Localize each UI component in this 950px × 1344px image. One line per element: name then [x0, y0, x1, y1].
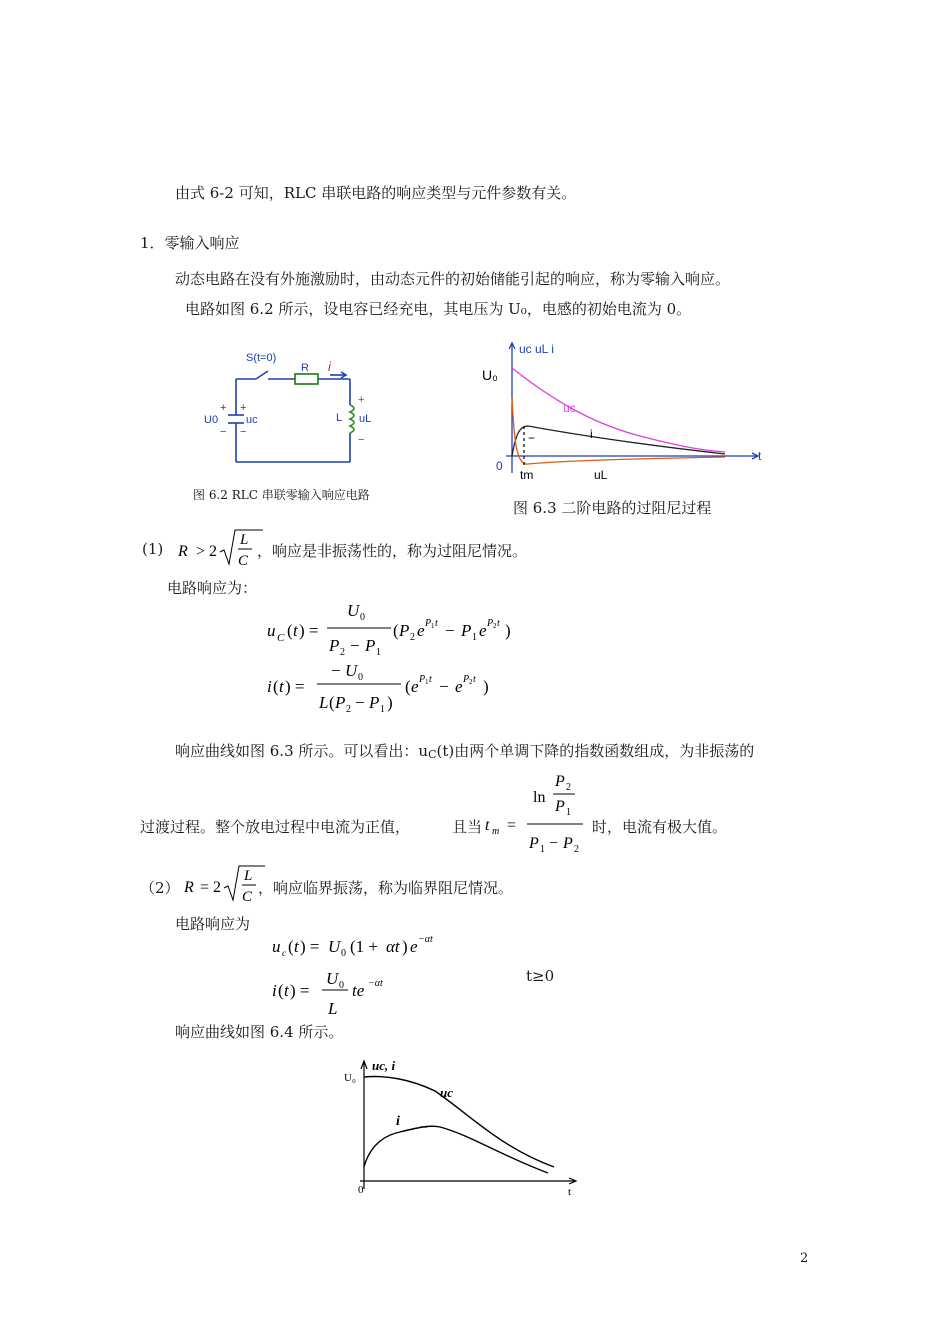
svg-text:P: P	[329, 636, 340, 655]
svg-text:1: 1	[425, 678, 429, 686]
svg-text:e: e	[411, 677, 419, 696]
case1-number: (1)	[142, 540, 164, 558]
svg-text:m: m	[492, 826, 500, 837]
case2-condition	[182, 862, 268, 908]
svg-text:0: 0	[341, 948, 346, 959]
svg-text:e: e	[479, 621, 487, 640]
svg-text:P: P	[563, 835, 573, 852]
t-axis-label: t	[758, 449, 762, 463]
svg-text:R: R	[178, 543, 188, 560]
switch-label: S(t=0)	[246, 352, 277, 364]
case1-condition	[176, 526, 266, 572]
svg-text:L: L	[244, 868, 253, 884]
svg-text:(: (	[278, 981, 284, 1000]
resistor-symbol	[295, 374, 318, 384]
svg-text:1: 1	[472, 632, 477, 643]
svg-text:L: L	[319, 693, 329, 712]
svg-text:P: P	[529, 835, 539, 852]
svg-text:R: R	[184, 879, 194, 896]
svg-text:0: 0	[360, 612, 365, 623]
svg-text:(: (	[288, 937, 294, 956]
ul-curve-label: uL	[594, 468, 608, 482]
response-label-2: 电路响应为	[175, 915, 251, 933]
svg-text:c: c	[282, 948, 286, 958]
svg-text:) =: ) =	[290, 981, 310, 1000]
intro-text: 由式 6-2 可知，RLC 串联电路的响应类型与元件参数有关。	[175, 184, 577, 202]
circuit-figure	[200, 345, 380, 470]
svg-text:) =: ) =	[300, 937, 320, 956]
svg-text:αt: αt	[386, 937, 400, 956]
svg-text:P: P	[335, 693, 346, 712]
fig63-caption: 图 6.3 二阶电路的过阻尼过程	[513, 499, 712, 517]
svg-text:−αt: −αt	[368, 978, 383, 989]
svg-text:L: L	[240, 532, 249, 548]
t-axis-label: t	[568, 1186, 572, 1198]
svg-text:t: t	[473, 674, 476, 685]
time-condition: t≥0	[526, 967, 555, 985]
transition-text-b: 且当	[452, 818, 483, 836]
section-title: 1．零输入响应	[140, 234, 240, 252]
svg-text:t: t	[435, 618, 438, 629]
current-label: i	[328, 359, 331, 374]
overdamped-equations	[265, 596, 525, 722]
svg-text:t: t	[284, 981, 289, 1000]
case1-text: ，响应是非振荡性的，称为过阻尼情况。	[257, 542, 528, 560]
case2-text: ，响应临界振荡，称为临界阻尼情况。	[258, 879, 514, 897]
svg-text:(: (	[287, 621, 293, 640]
critical-equations	[270, 928, 470, 1024]
fig62-caption: 图 6.2 RLC 串联零输入响应电路	[193, 488, 370, 502]
response-label: 电路响应为：	[167, 579, 258, 597]
uc-curve	[364, 1077, 554, 1167]
svg-text:e: e	[417, 621, 425, 640]
svg-text:L: L	[328, 999, 338, 1018]
transition-text-c: 时，电流有极大值。	[592, 818, 728, 836]
i-curve-label: i	[396, 1114, 400, 1129]
minus-sign: −	[358, 434, 365, 446]
svg-text:) =: ) =	[299, 621, 319, 640]
svg-text:ln: ln	[533, 789, 546, 806]
svg-text:(1 +: (1 +	[350, 937, 378, 956]
minus-sign: −	[240, 426, 247, 438]
minus-mark: −	[528, 431, 536, 445]
svg-text:2: 2	[469, 678, 473, 686]
svg-text:U: U	[347, 601, 360, 620]
svg-text:P: P	[555, 798, 565, 815]
svg-text:): )	[483, 677, 489, 696]
critical-damping-plot	[340, 1055, 585, 1200]
svg-text:U: U	[326, 969, 339, 988]
svg-text:C: C	[242, 889, 253, 905]
svg-text:t: t	[485, 817, 490, 834]
curve-description: 响应曲线如图 6.3 所示。可以看出：uC(t)由两个单调下降的指数函数组成，为非振荡的	[175, 742, 755, 761]
svg-text:t: t	[294, 937, 299, 956]
resistor-label: R	[301, 362, 309, 374]
origin-label: 0	[358, 1184, 364, 1196]
svg-text:(: (	[393, 621, 399, 640]
svg-text:2: 2	[574, 844, 579, 855]
tm-label: tm	[520, 468, 534, 482]
svg-text:i: i	[272, 981, 277, 1000]
svg-text:P: P	[365, 636, 376, 655]
svg-text:U: U	[345, 661, 358, 680]
svg-text:−: −	[350, 636, 360, 655]
svg-text:te: te	[352, 981, 365, 1000]
svg-text:t: t	[293, 621, 298, 640]
plus-sign: +	[358, 394, 365, 406]
svg-text:): )	[387, 693, 393, 712]
u0-label: U0	[204, 414, 219, 426]
svg-text:): )	[505, 621, 511, 640]
uc-curve	[512, 368, 725, 452]
svg-text:−αt: −αt	[418, 934, 433, 945]
plus-sign: +	[220, 402, 227, 414]
overdamped-plot	[470, 338, 770, 488]
svg-text:): )	[402, 937, 408, 956]
svg-text:1: 1	[380, 704, 385, 715]
definition-text: 动态电路在没有外施激励时，由动态元件的初始储能引起的响应，称为零输入响应。	[175, 270, 731, 288]
svg-text:t: t	[429, 674, 432, 685]
svg-text:2: 2	[566, 782, 571, 793]
svg-text:u: u	[272, 937, 281, 956]
case2-number: （2）	[140, 879, 180, 897]
uc-label: uc	[246, 414, 258, 426]
svg-text:2: 2	[346, 704, 351, 715]
inductor-label: L	[336, 412, 343, 424]
svg-text:U: U	[328, 937, 341, 956]
transition-text-a: 过渡过程。整个放电过程中电流为正值，	[140, 818, 411, 836]
svg-text:C: C	[238, 553, 249, 569]
svg-text:P: P	[463, 674, 470, 685]
svg-text:P: P	[461, 621, 472, 640]
origin-label: 0	[496, 459, 503, 473]
y-axis-label: uc uL i	[519, 342, 554, 356]
u0-tick-label: U₀	[344, 1072, 356, 1084]
svg-text:=: =	[507, 817, 517, 834]
i-curve-label: i	[590, 427, 593, 441]
svg-text:1: 1	[540, 844, 545, 855]
svg-text:e: e	[455, 677, 463, 696]
svg-text:P: P	[369, 693, 380, 712]
svg-text:2: 2	[410, 632, 415, 643]
fig64-reference: 响应曲线如图 6.4 所示。	[175, 1023, 344, 1041]
svg-text:P: P	[425, 618, 432, 629]
uc-curve-label: uc	[440, 1085, 453, 1100]
svg-text:u: u	[267, 621, 276, 640]
svg-text:P: P	[555, 773, 565, 790]
svg-text:(: (	[273, 677, 279, 696]
plus-sign: +	[240, 402, 247, 414]
svg-text:−: −	[331, 661, 341, 680]
svg-text:1: 1	[431, 622, 435, 630]
svg-text:t: t	[279, 677, 284, 696]
ul-label: uL	[359, 413, 372, 425]
svg-text:P: P	[399, 621, 410, 640]
svg-text:0: 0	[339, 980, 344, 991]
tm-formula	[483, 768, 595, 858]
i-curve	[364, 1126, 548, 1173]
svg-text:> 2: > 2	[196, 543, 218, 560]
svg-text:C: C	[277, 632, 285, 644]
svg-text:= 2: = 2	[200, 879, 222, 896]
svg-text:) =: ) =	[285, 677, 305, 696]
svg-text:−: −	[355, 693, 365, 712]
svg-text:1: 1	[376, 647, 381, 658]
inductor-symbol	[350, 405, 354, 433]
svg-text:(: (	[405, 677, 411, 696]
minus-sign: −	[220, 426, 227, 438]
svg-text:t: t	[497, 618, 500, 629]
svg-text:−: −	[439, 677, 449, 696]
svg-text:2: 2	[493, 622, 497, 630]
svg-text:0: 0	[358, 672, 363, 683]
svg-text:1: 1	[566, 807, 571, 818]
svg-text:(: (	[329, 693, 335, 712]
svg-text:2: 2	[340, 647, 345, 658]
svg-text:P: P	[487, 618, 494, 629]
svg-text:e: e	[410, 937, 418, 956]
uc-curve-label: uc	[563, 401, 576, 415]
svg-text:P: P	[419, 674, 426, 685]
svg-text:−: −	[549, 835, 559, 852]
svg-text:−: −	[445, 621, 455, 640]
ul-curve	[512, 398, 725, 464]
setup-text: 电路如图 6.2 所示，设电容已经充电，其电压为 U₀，电感的初始电流为 0。	[185, 300, 692, 318]
u0-tick-label: U₀	[482, 367, 498, 383]
y-axis-label: uc, i	[372, 1058, 396, 1073]
i-curve	[512, 426, 725, 456]
svg-text:i: i	[267, 677, 272, 696]
page-number: 2	[800, 1251, 809, 1266]
